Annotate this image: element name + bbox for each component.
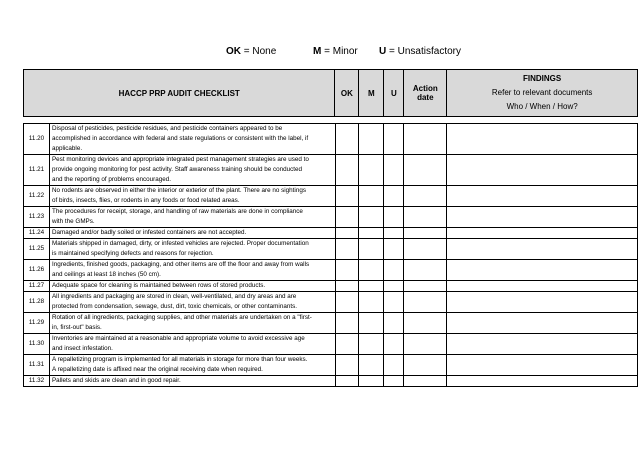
m-cell[interactable] bbox=[359, 313, 384, 334]
item-number: 11.25 bbox=[24, 239, 50, 260]
findings-cell[interactable] bbox=[447, 207, 638, 228]
item-description-line: Pallets and skids are clean and in good repair. bbox=[51, 377, 181, 384]
m-cell[interactable] bbox=[359, 355, 384, 376]
table-row bbox=[24, 334, 638, 355]
item-description-line: accomplished in accordance with federal and state regulations or consistent with the label, if bbox=[51, 135, 309, 142]
header-findings-title: FINDINGS bbox=[523, 74, 562, 83]
item-description-line: Ingredients, finished goods, packaging, and other items are off the floor and away from walls bbox=[51, 261, 310, 268]
u-cell[interactable] bbox=[384, 228, 404, 239]
item-description-line: and ceilings at least 18 inches (50 cm). bbox=[51, 271, 161, 278]
item-number: 11.27 bbox=[24, 281, 50, 292]
item-number: 11.22 bbox=[24, 186, 50, 207]
ok-cell[interactable] bbox=[335, 376, 359, 387]
header-findings-line3: Who / When / How? bbox=[506, 102, 578, 111]
table-row bbox=[24, 239, 638, 260]
m-cell[interactable] bbox=[359, 281, 384, 292]
findings-cell[interactable] bbox=[447, 239, 638, 260]
item-description-line: All ingredients and packaging are stored in clean, well-ventilated, and dry areas and are bbox=[51, 293, 297, 300]
item-number: 11.24 bbox=[24, 228, 50, 239]
findings-cell[interactable] bbox=[447, 124, 638, 155]
item-description-line: and the reporting of problems encouraged. bbox=[51, 176, 171, 183]
findings-cell[interactable] bbox=[447, 260, 638, 281]
item-description-line: Pest monitoring devices and appropriate integrated pest management strategies are used to bbox=[51, 156, 309, 163]
u-cell[interactable] bbox=[384, 124, 404, 155]
table-row bbox=[24, 124, 638, 155]
legend-ok-value: = None bbox=[241, 46, 277, 57]
legend-u bbox=[379, 46, 461, 57]
item-description-line: Disposal of pesticides, pesticide residues, and pesticide containers appeared to be bbox=[51, 125, 283, 132]
action-date-cell[interactable] bbox=[404, 207, 447, 228]
item-description-line: in, first-out" basis. bbox=[51, 324, 102, 331]
header-findings bbox=[447, 70, 638, 117]
item-description bbox=[49, 228, 335, 239]
findings-cell[interactable] bbox=[447, 228, 638, 239]
item-description-line: Materials shipped in damaged, dirty, or infested vehicles are rejected. Proper documentation bbox=[51, 240, 309, 247]
header-action-line1: Action bbox=[412, 84, 438, 93]
item-description-line: The procedures for receipt, storage, and handling of raw materials are done in compliance bbox=[51, 208, 303, 215]
item-description bbox=[49, 292, 335, 313]
ok-cell[interactable] bbox=[335, 207, 359, 228]
header-m: M bbox=[359, 70, 384, 117]
item-description-line: with the GMPs. bbox=[51, 218, 95, 225]
item-description-line: provide ongoing monitoring for pest activity. Staff awareness training should be conducted bbox=[51, 166, 303, 173]
findings-cell[interactable] bbox=[447, 292, 638, 313]
findings-cell[interactable] bbox=[447, 334, 638, 355]
table-row bbox=[24, 186, 638, 207]
ok-cell[interactable] bbox=[335, 260, 359, 281]
m-cell[interactable] bbox=[359, 186, 384, 207]
item-description-line: A repalletizing program is implemented for all materials in storage for more than four weeks. bbox=[51, 356, 308, 363]
item-description-line: Inventories are maintained at a reasonable and appropriate volume to avoid excessive age bbox=[51, 335, 305, 342]
header-ok: OK bbox=[335, 70, 359, 117]
m-cell[interactable] bbox=[359, 376, 384, 387]
item-description bbox=[49, 155, 335, 186]
legend-u-key: U bbox=[379, 46, 387, 57]
table-row bbox=[24, 228, 638, 239]
ok-cell[interactable] bbox=[335, 186, 359, 207]
ok-cell[interactable] bbox=[335, 228, 359, 239]
item-description-line: is maintained specifying defects and reasons for rejection. bbox=[51, 250, 214, 257]
action-date-cell[interactable] bbox=[404, 355, 447, 376]
action-date-cell[interactable] bbox=[404, 281, 447, 292]
item-number: 11.21 bbox=[24, 155, 50, 186]
ok-cell[interactable] bbox=[335, 281, 359, 292]
findings-cell[interactable] bbox=[447, 281, 638, 292]
item-number: 11.31 bbox=[24, 355, 50, 376]
table-row bbox=[24, 376, 638, 387]
item-description-line: protected from condensation, sewage, dust, dirt, toxic chemicals, or other contaminants. bbox=[51, 303, 297, 310]
action-date-cell[interactable] bbox=[404, 292, 447, 313]
checklist-header bbox=[23, 69, 638, 117]
header-action-line2: date bbox=[417, 93, 434, 102]
item-description-line: A repalletizing date is affixed near the original receiving date when required. bbox=[51, 366, 263, 373]
u-cell[interactable] bbox=[384, 281, 404, 292]
table-row bbox=[24, 260, 638, 281]
header-findings-line2: Refer to relevant documents bbox=[491, 88, 593, 97]
m-cell[interactable] bbox=[359, 155, 384, 186]
item-number: 11.29 bbox=[24, 313, 50, 334]
item-description-line: of birds, insects, flies, or rodents in any foods or food related areas. bbox=[51, 197, 240, 204]
ok-cell[interactable] bbox=[335, 355, 359, 376]
findings-cell[interactable] bbox=[447, 355, 638, 376]
item-description bbox=[49, 239, 335, 260]
item-description bbox=[49, 281, 335, 292]
item-description bbox=[49, 376, 335, 387]
header-action-date bbox=[404, 70, 447, 117]
table-row bbox=[24, 292, 638, 313]
item-description bbox=[49, 207, 335, 228]
u-cell[interactable] bbox=[384, 355, 404, 376]
action-date-cell[interactable] bbox=[404, 239, 447, 260]
action-date-cell[interactable] bbox=[404, 376, 447, 387]
table-row bbox=[24, 281, 638, 292]
action-date-cell[interactable] bbox=[404, 228, 447, 239]
m-cell[interactable] bbox=[359, 260, 384, 281]
action-date-cell[interactable] bbox=[404, 155, 447, 186]
findings-cell[interactable] bbox=[447, 376, 638, 387]
rating-legend bbox=[0, 46, 638, 60]
m-cell[interactable] bbox=[359, 292, 384, 313]
legend-m-value: = Minor bbox=[321, 46, 358, 57]
action-date-cell[interactable] bbox=[404, 260, 447, 281]
item-number: 11.30 bbox=[24, 334, 50, 355]
u-cell[interactable] bbox=[384, 186, 404, 207]
item-description-line: and insect infestation. bbox=[51, 345, 113, 352]
ok-cell[interactable] bbox=[335, 239, 359, 260]
item-number: 11.26 bbox=[24, 260, 50, 281]
legend-m-key: M bbox=[313, 46, 322, 57]
m-cell[interactable] bbox=[359, 239, 384, 260]
item-description-line: Adequate space for cleaning is maintained between rows of stored products. bbox=[51, 282, 266, 289]
u-cell[interactable] bbox=[384, 155, 404, 186]
item-number: 11.23 bbox=[24, 207, 50, 228]
table-row bbox=[24, 155, 638, 186]
u-cell[interactable] bbox=[384, 239, 404, 260]
item-description-line: Damaged and/or badly soiled or infested containers are not accepted. bbox=[51, 229, 247, 236]
ok-cell[interactable] bbox=[335, 313, 359, 334]
item-description bbox=[49, 334, 335, 355]
item-description bbox=[49, 313, 335, 334]
ok-cell[interactable] bbox=[335, 334, 359, 355]
legend-m bbox=[313, 46, 358, 57]
item-description-line: Rotation of all ingredients, packaging supplies, and other materials are undertaken on a "first- bbox=[51, 314, 312, 321]
findings-cell[interactable] bbox=[447, 186, 638, 207]
table-row bbox=[24, 313, 638, 334]
m-cell[interactable] bbox=[359, 124, 384, 155]
table-row bbox=[24, 355, 638, 376]
item-description bbox=[49, 260, 335, 281]
ok-cell[interactable] bbox=[335, 155, 359, 186]
findings-cell[interactable] bbox=[447, 155, 638, 186]
item-description-line: No rodents are observed in either the interior or exterior of the plant. There are no sightings bbox=[51, 187, 306, 194]
u-cell[interactable] bbox=[384, 313, 404, 334]
m-cell[interactable] bbox=[359, 334, 384, 355]
table-row bbox=[24, 207, 638, 228]
legend-u-value: = Unsatisfactory bbox=[386, 46, 461, 57]
checklist-table bbox=[23, 123, 638, 387]
item-description bbox=[49, 355, 335, 376]
findings-cell[interactable] bbox=[447, 313, 638, 334]
u-cell[interactable] bbox=[384, 292, 404, 313]
u-cell[interactable] bbox=[384, 376, 404, 387]
item-number: 11.28 bbox=[24, 292, 50, 313]
item-number: 11.20 bbox=[24, 124, 50, 155]
m-cell[interactable] bbox=[359, 207, 384, 228]
item-description bbox=[49, 186, 335, 207]
item-description-line: applicable. bbox=[51, 145, 83, 152]
u-cell[interactable] bbox=[384, 260, 404, 281]
legend-ok-key: OK bbox=[226, 46, 241, 57]
item-description bbox=[49, 124, 335, 155]
action-date-cell[interactable] bbox=[404, 334, 447, 355]
header-title: HACCP PRP AUDIT CHECKLIST bbox=[24, 70, 335, 117]
action-date-cell[interactable] bbox=[404, 186, 447, 207]
legend-ok bbox=[226, 46, 276, 57]
u-cell[interactable] bbox=[384, 334, 404, 355]
ok-cell[interactable] bbox=[335, 292, 359, 313]
action-date-cell[interactable] bbox=[404, 124, 447, 155]
item-number: 11.32 bbox=[24, 376, 50, 387]
action-date-cell[interactable] bbox=[404, 313, 447, 334]
m-cell[interactable] bbox=[359, 228, 384, 239]
ok-cell[interactable] bbox=[335, 124, 359, 155]
u-cell[interactable] bbox=[384, 207, 404, 228]
header-u: U bbox=[384, 70, 404, 117]
